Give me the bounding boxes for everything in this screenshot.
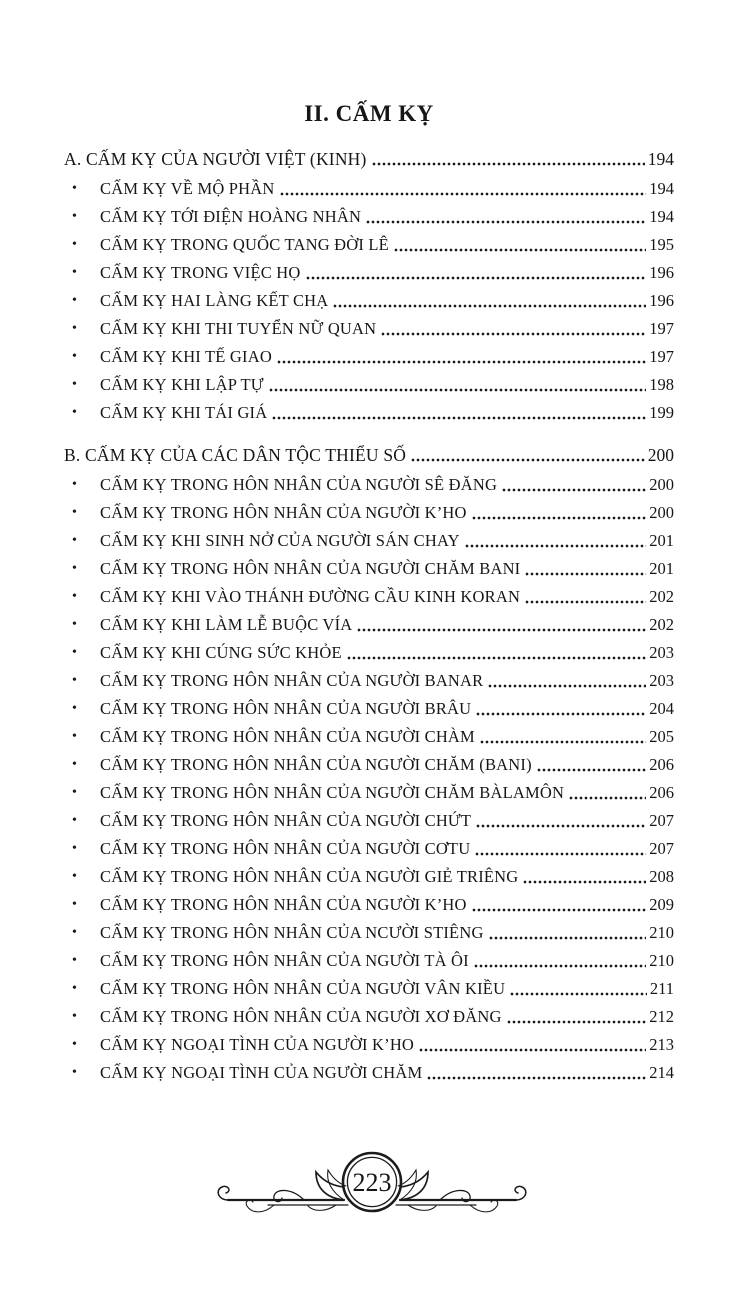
bullet-icon: • [72, 1037, 77, 1052]
toc-item [64, 916, 674, 944]
bullet-icon: • [72, 477, 77, 492]
toc-item [64, 944, 674, 972]
bullet-icon: • [72, 265, 77, 280]
dot-leader [419, 1048, 646, 1052]
dot-leader [333, 304, 646, 308]
bullet-icon: • [72, 953, 77, 968]
toc-item-label: CẤM KỴ VỀ MỘ PHẦN [100, 179, 275, 198]
dot-leader [537, 768, 646, 772]
toc-item-label: CẤM KỴ NGOẠI TÌNH CỦA NGƯỜI CHĂM [100, 1063, 423, 1082]
bullet-icon: • [72, 533, 77, 548]
toc-item-label: CẤM KỴ KHI THI TUYỂN NỮ QUAN [100, 319, 377, 338]
dot-leader [411, 458, 645, 462]
bullet-icon: • [72, 561, 77, 576]
dot-leader [480, 740, 646, 744]
toc-item-page: 207 [649, 839, 674, 858]
toc-item-page: 203 [649, 643, 674, 662]
toc-item-page: 209 [649, 895, 674, 914]
toc-item [64, 1028, 674, 1056]
toc-item-page: 201 [649, 559, 674, 578]
toc-item-label: CẤM KỴ KHI LÀM LỄ BUỘC VÍA [100, 615, 353, 634]
toc-item-label: CẤM KỴ TRONG HÔN NHÂN CỦA NGƯỜI XƠ ĐĂNG [100, 1007, 502, 1026]
dot-leader [475, 852, 646, 856]
toc-item-label: CẤM KỴ TRONG HÔN NHÂN CỦA NGƯỜI K’HO [100, 503, 467, 522]
footer-page-number: 223 [352, 1168, 392, 1197]
toc-item-page: 207 [649, 811, 674, 830]
toc-item-page: 212 [649, 1007, 674, 1026]
toc-item-page: 206 [649, 755, 674, 774]
bullet-icon: • [72, 981, 77, 996]
toc-item [64, 832, 674, 860]
dot-leader [523, 880, 646, 884]
toc-item-label: CẤM KỴ KHI LẬP TỰ [100, 375, 264, 394]
toc-item [64, 860, 674, 888]
toc-item-label: CẤM KỴ NGOẠI TÌNH CỦA NGƯỜI K’HO [100, 1035, 415, 1054]
toc-item-page: 203 [649, 671, 674, 690]
toc-item [64, 172, 674, 200]
dot-leader [507, 1020, 647, 1024]
bullet-icon: • [72, 925, 77, 940]
toc-item-page: 199 [649, 403, 674, 422]
dot-leader [277, 360, 646, 364]
toc-item [64, 468, 674, 496]
toc-item-label: CẤM KỴ KHI TÁI GIÁ [100, 403, 268, 422]
toc-item-page: 213 [649, 1035, 674, 1054]
dot-leader [372, 162, 645, 166]
toc-item-label: CẤM KỴ KHI SINH NỞ CỦA NGƯỜI SÁN CHAY [100, 531, 460, 550]
bullet-icon: • [72, 617, 77, 632]
section-heading-label: B. CẤM KỴ CỦA CÁC DÂN TỘC THIỂU SỐ [64, 445, 407, 465]
toc-item-page: 201 [649, 531, 674, 550]
dot-leader [569, 796, 646, 800]
toc-item-label: CẤM KỴ TRONG HÔN NHÂN CỦA NGƯỜI K’HO [100, 895, 467, 914]
toc-item-page: 205 [649, 727, 674, 746]
toc-item [64, 200, 674, 228]
bullet-icon: • [72, 701, 77, 716]
toc-item-label: CẤM KỴ TRONG HÔN NHÂN CỦA NGƯỜI CHỨT [100, 811, 472, 830]
toc-item-page: 197 [649, 347, 674, 366]
dot-leader [306, 276, 647, 280]
toc-item-label: CẤM KỴ TRONG HÔN NHÂN CỦA NGƯỜI BRÂU [100, 699, 472, 718]
bullet-icon: • [72, 589, 77, 604]
dot-leader [269, 388, 646, 392]
toc-item-page: 196 [649, 291, 674, 310]
dot-leader [366, 220, 646, 224]
toc-item-label: CẤM KỴ TRONG HÔN NHÂN CỦA NCƯỜI STIÊNG [100, 923, 484, 942]
bullet-icon: • [72, 673, 77, 688]
section-heading-label: A. CẤM KỴ CỦA NGƯỜI VIỆT (KINH) [64, 149, 367, 169]
toc-item [64, 664, 674, 692]
toc-item-label: CẤM KỴ TRONG VIỆC HỌ [100, 263, 301, 282]
toc-item [64, 1056, 674, 1084]
bullet-icon: • [72, 377, 77, 392]
bullet-icon: • [72, 405, 77, 420]
dot-leader [272, 416, 646, 420]
toc-item-page: 197 [649, 319, 674, 338]
dot-leader [357, 628, 646, 632]
toc-item [64, 524, 674, 552]
section-heading-page: 194 [647, 149, 674, 169]
toc-item [64, 608, 674, 636]
bullet-icon: • [72, 209, 77, 224]
bullet-icon: • [72, 349, 77, 364]
dot-leader [474, 964, 646, 968]
bullet-icon: • [72, 645, 77, 660]
toc-item-label: CẤM KỴ KHI CÚNG SỨC KHỎE [100, 643, 342, 662]
toc-item-label: CẤM KỴ TRONG HÔN NHÂN CỦA NGƯỜI TÀ ÔI [100, 951, 469, 970]
table-of-contents [64, 98, 674, 1084]
toc-item [64, 636, 674, 664]
toc-item-page: 210 [649, 951, 674, 970]
bullet-icon: • [72, 813, 77, 828]
section-heading-page: 200 [647, 445, 674, 465]
toc-item [64, 368, 674, 396]
toc-item-page: 202 [649, 587, 674, 606]
toc-item-label: CẤM KỴ TRONG HÔN NHÂN CỦA NGƯỜI CHĂM (BANI) [100, 755, 532, 774]
dot-leader [502, 488, 646, 492]
toc-item-label: CẤM KỴ TRONG HÔN NHÂN CỦA NGƯỜI CHĂM BÀLAMÔN [100, 783, 565, 802]
toc-item-page: 214 [649, 1063, 674, 1082]
toc-item-page: 195 [649, 235, 674, 254]
toc-item-page: 200 [649, 503, 674, 522]
bullet-icon: • [72, 181, 77, 196]
dot-leader [472, 908, 647, 912]
toc-item-page: 202 [649, 615, 674, 634]
dot-leader [489, 936, 647, 940]
dot-leader [476, 824, 646, 828]
bullet-icon: • [72, 1065, 77, 1080]
bullet-icon: • [72, 1009, 77, 1024]
toc-item-label: CẤM KỴ TRONG HÔN NHÂN CỦA NGƯỜI CHÀM [100, 727, 475, 746]
dot-leader [427, 1076, 646, 1080]
dot-leader [280, 192, 647, 196]
bullet-icon: • [72, 897, 77, 912]
toc-item-label: CẤM KỴ TỚI ĐIỆN HOÀNG NHÂN [100, 207, 362, 226]
toc-item-page: 194 [649, 207, 674, 226]
toc-item [64, 692, 674, 720]
toc-item [64, 312, 674, 340]
toc-list [64, 142, 674, 1084]
toc-item [64, 228, 674, 256]
toc-item [64, 776, 674, 804]
toc-item-label: CẤM KỴ TRONG HÔN NHÂN CỦA NGƯỜI GIẺ TRIÊNG [100, 867, 519, 886]
toc-item-page: 208 [649, 867, 674, 886]
toc-item-label: CẤM KỴ TRONG HÔN NHÂN CỦA NGƯỜI SÊ ĐĂNG [100, 475, 498, 494]
toc-item [64, 496, 674, 524]
toc-item-label: CẤM KỴ TRONG HÔN NHÂN CỦA NGƯỜI CHĂM BANI [100, 559, 521, 578]
dot-leader [488, 684, 646, 688]
toc-item-label: CẤM KỴ TRONG HÔN NHÂN CỦA NGƯỜI BANAR [100, 671, 484, 690]
toc-item [64, 340, 674, 368]
dot-leader [465, 544, 647, 548]
page-title: II. CẤM KỴ [304, 101, 434, 126]
toc-item-label: CẤM KỴ TRONG QUỐC TANG ĐỜI LÊ [100, 235, 389, 254]
footer-ornament [212, 1142, 532, 1246]
toc-item [64, 580, 674, 608]
toc-item [64, 748, 674, 776]
bullet-icon: • [72, 293, 77, 308]
toc-item-label: CẤM KỴ HAI LÀNG KẾT CHẠ [100, 291, 329, 310]
bullet-icon: • [72, 729, 77, 744]
toc-item-label: CẤM KỴ TRONG HÔN NHÂN CỦA NGƯỜI CƠTU [100, 839, 471, 858]
toc-item [64, 804, 674, 832]
toc-item-page: 194 [649, 179, 674, 198]
toc-section-heading [64, 438, 674, 466]
toc-item-page: 196 [649, 263, 674, 282]
bullet-icon: • [72, 841, 77, 856]
bullet-icon: • [72, 785, 77, 800]
dot-leader [510, 992, 647, 996]
dot-leader [381, 332, 646, 336]
toc-item [64, 396, 674, 424]
bullet-icon: • [72, 321, 77, 336]
bullet-icon: • [72, 505, 77, 520]
toc-item [64, 552, 674, 580]
toc-item [64, 284, 674, 312]
toc-item-label: CẤM KỴ TRONG HÔN NHÂN CỦA NGƯỜI VÂN KIỀU [100, 979, 506, 998]
toc-item-page: 200 [649, 475, 674, 494]
bullet-icon: • [72, 869, 77, 884]
toc-item-page: 211 [649, 979, 674, 998]
dot-leader [394, 248, 646, 252]
dot-leader [472, 516, 647, 520]
toc-section-heading [64, 142, 674, 170]
toc-item [64, 256, 674, 284]
dot-leader [476, 712, 646, 716]
toc-item [64, 720, 674, 748]
toc-item-label: CẤM KỴ KHI TẾ GIAO [100, 347, 272, 366]
dot-leader [525, 572, 646, 576]
dot-leader [525, 600, 646, 604]
dot-leader [347, 656, 647, 660]
toc-item-page: 206 [649, 783, 674, 802]
toc-item-label: CẤM KỴ KHI VÀO THÁNH ĐƯỜNG CẦU KINH KORAN [100, 587, 521, 606]
toc-item-page: 204 [649, 699, 674, 718]
toc-item-page: 210 [649, 923, 674, 942]
bullet-icon: • [72, 237, 77, 252]
toc-item-page: 198 [649, 375, 674, 394]
toc-item [64, 888, 674, 916]
bullet-icon: • [72, 757, 77, 772]
toc-item [64, 972, 674, 1000]
toc-item [64, 1000, 674, 1028]
